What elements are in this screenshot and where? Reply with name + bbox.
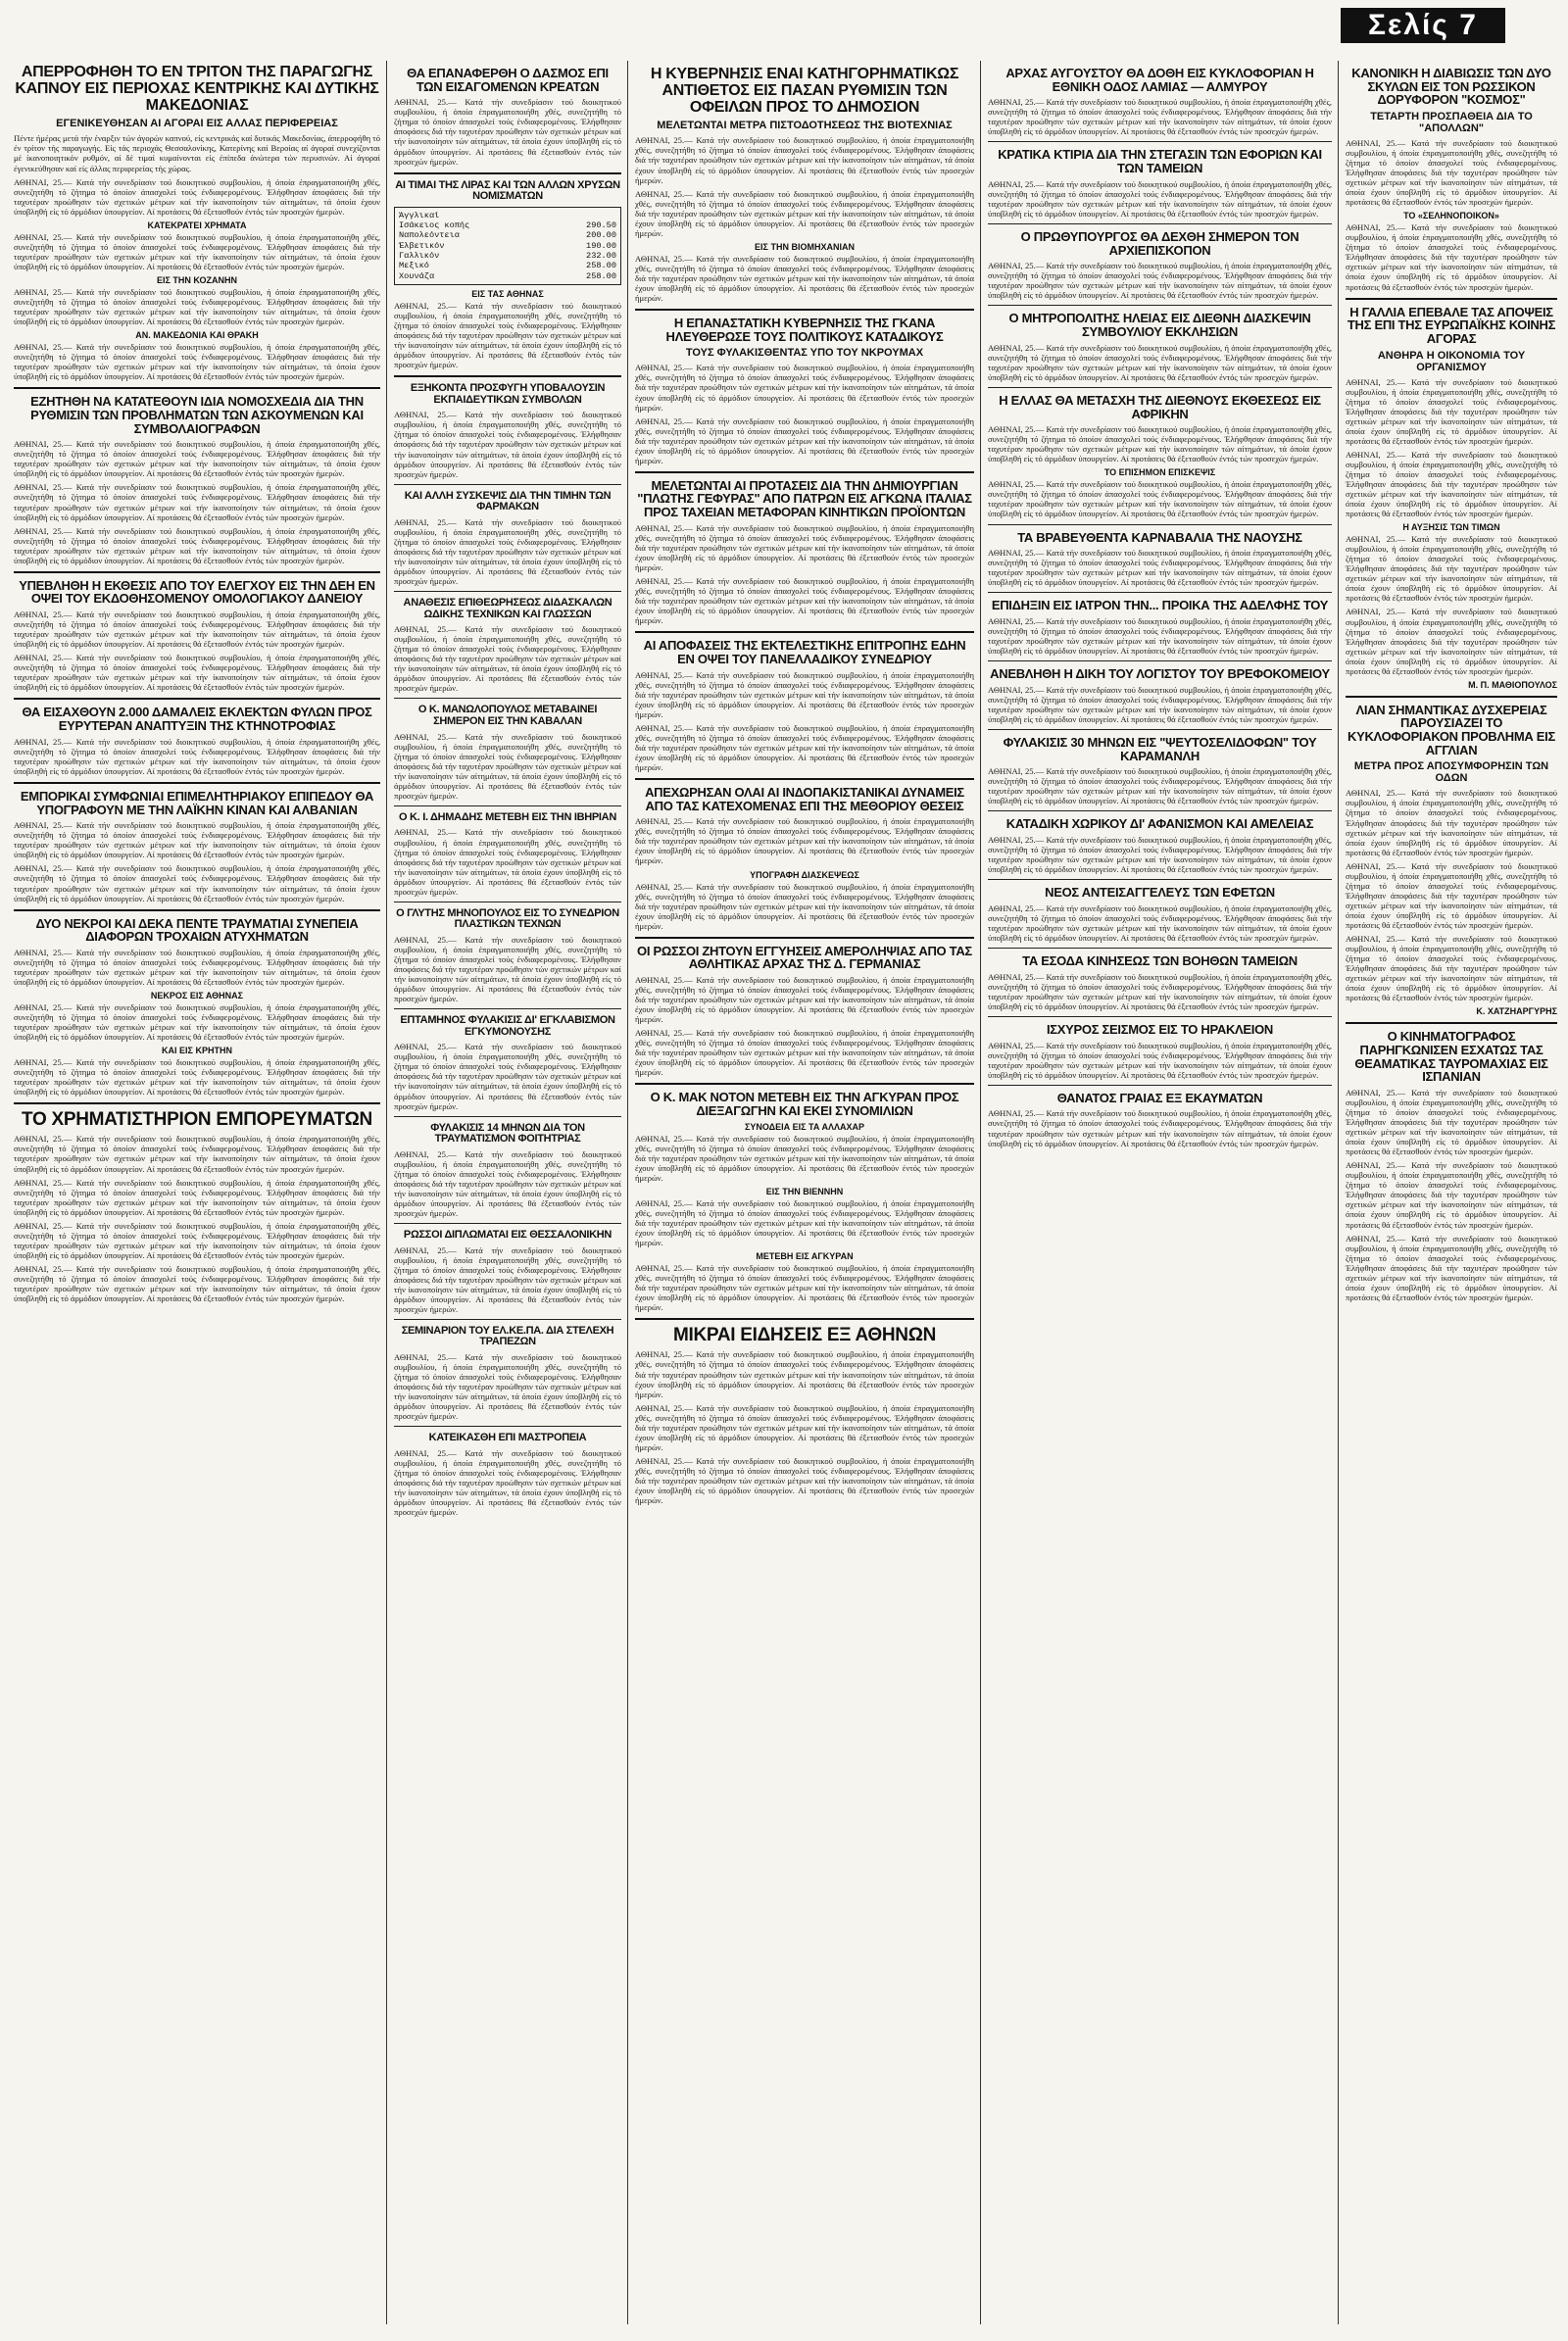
article-body: ΑΘΗΝΑΙ, 25.— Κατά τήν συνεδρίασιν τού διοικητικού συμβουλίου, ή όποία έπραγματοποιήθη χθές, συνεζητήθη τό ζήτημα τό όποίον άπασχολεί τούς ένδιαφερομένους. Έλήφθησαν άποφάσεις διά τήν ταχυτέραν προώθησιν τών σχετικών μέτρων καί τήν ίκανοποίησιν τών αίτημάτων, τά όποία έχουν ύποβληθή είς τό άρμόδιον ύπουργείον. Αί προτάσεις θά έξετασθούν έντός τών προσεχών ήμερών.	[1346, 1233, 1557, 1302]
article-body: ΑΘΗΝΑΙ, 25.— Κατά τήν συνεδρίασιν τού διοικητικού συμβουλίου, ή όποία έπραγματοποιήθη χθές, συνεζητήθη τό ζήτημα τό όποίον άπασχολεί τούς ένδιαφερομένους. Έλήφθησαν άποφάσεις διά τήν ταχυτέραν προώθησιν τών σχετικών μέτρων καί τήν ίκανοποίησιν τών αίτημάτων, τά όποία έχουν ύποβληθή είς τό άρμόδιον ύπουργείον. Αί προτάσεις θά έξετασθούν έντός τών προσεχών ήμερών.	[988, 766, 1332, 806]
masthead	[1341, 6, 1556, 45]
article-body: ΑΘΗΝΑΙ, 25.— Κατά τήν συνεδρίασιν τού διοικητικού συμβουλίου, ή όποία έπραγματοποιήθη χθές, συνεζητήθη τό ζήτημα τό όποίον άπασχολεί τούς ένδιαφερομένους. Έλήφθησαν άποφάσεις διά τήν ταχυτέραν προώθησιν τών σχετικών μέτρων καί τήν ίκανοποίησιν τών αίτημάτων, τά όποία έχουν ύποβληθή είς τό άρμόδιον ύπουργείον. Αί προτάσεις θά έξετασθούν έντός τών προσεχών ήμερών.	[14, 1263, 380, 1304]
divider	[394, 1223, 621, 1224]
headline: Ο ΠΡΩΘΥΠΟΥΡΓΟΣ ΘΑ ΔΕΧΘΗ ΣΗΜΕΡΟΝ ΤΟΝ ΑΡΧΙΕΠΙΣΚΟΠΟΝ	[1020, 228, 1299, 258]
article-body: ΑΘΗΝΑΙ, 25.— Κατά τήν συνεδρίασιν τού διοικητικού συμβουλίου, ή όποία έπραγματοποιήθη χθές, συνεζητήθη τό ζήτημα τό όποίον άπασχολεί τούς ένδιαφερομένους. Έλήφθησαν άποφάσεις διά τήν ταχυτέραν προώθησιν τών σχετικών μέτρων καί τήν ίκανοποίησιν τών αίτημάτων, τά όποία έχουν ύποβληθή είς τό άρμόδιον ύπουργείον. Αί προτάσεις θά έξετασθούν έντός τών προσεχών ήμερών.	[14, 947, 380, 988]
article-body: ΑΘΗΝΑΙ, 25.— Κατά τήν συνεδρίασιν τού διοικητικού συμβουλίου, ή όποία έπραγματοποιήθη χθές, συνεζητήθη τό ζήτημα τό όποίον άπασχολεί τούς ένδιαφερομένους. Έλήφθησαν άποφάσεις διά τήν ταχυτέραν προώθησιν τών σχετικών μέτρων καί τήν ίκανοποίησιν τών αίτημάτων, τά όποία έχουν ύποβληθή είς τό άρμόδιον ύπουργείον. Αί προτάσεις θά έξετασθούν έντός τών προσεχών ήμερών.	[1346, 1160, 1557, 1230]
section-subhead: ΜΕΤΕΒΗ ΕΙΣ ΑΓΚΥΡΑΝ	[756, 1251, 854, 1262]
divider	[1346, 696, 1557, 698]
article-body: ΑΘΗΝΑΙ, 25.— Κατά τήν συνεδρίασιν τού διοικητικού συμβουλίου, ή όποία έπραγματοποιήθη χθές, συνεζητήθη τό ζήτημα τό όποίον άπασχολεί τούς ένδιαφερομένους. Έλήφθησαν άποφάσεις διά τήν ταχυτέραν προώθησιν τών σχετικών μέτρων καί τήν ίκανοποίησιν τών αίτημάτων, τά όποία έχουν ύποβληθή είς τό άρμόδιον ύπουργείον. Αί προτάσεις θά έξετασθούν έντός τών προσεχών ήμερών.	[394, 1352, 621, 1422]
column-5	[1340, 61, 1563, 2324]
article-body: ΑΘΗΝΑΙ, 25.— Κατά τήν συνεδρίασιν τού διοικητικού συμβουλίου, ή όποία έπραγματοποιήθη χθές, συνεζητήθη τό ζήτημα τό όποίον άπασχολεί τούς ένδιαφερομένους. Έλήφθησαν άποφάσεις διά τήν ταχυτέραν προώθησιν τών σχετικών μέτρων καί τήν ίκανοποίησιν τών αίτημάτων, τά όποία έχουν ύποβληθή είς τό άρμόδιον ύπουργείον. Αί προτάσεις θά έξετασθούν έντός τών προσεχών ήμερών.	[988, 479, 1332, 519]
section-subhead: ΤΟ «ΣΕΛΗΝΟΠΟΙΚΟΝ»	[1403, 211, 1499, 221]
column-rule	[1338, 61, 1339, 2324]
byline: Μ. Π. ΜΑΘΙΟΠΟΥΛΟΣ	[1468, 679, 1557, 690]
headline: Η ΕΠΑΝΑΣΤΑΤΙΚΗ ΚΥΒΕΡΝΗΣΙΣ ΤΗΣ ΓΚΑΝΑ ΗΛΕΥΘΕΡΩΣΕ ΤΟΥΣ ΠΟΛΙΤΙΚΟΥΣ ΚΑΤΑΔΙΚΟΥΣ	[665, 316, 944, 344]
article-body: ΑΘΗΝΑΙ, 25.— Κατά τήν συνεδρίασιν τού διοικητικού συμβουλίου, ή όποία έπραγματοποιήθη χθές, συνεζητήθη τό ζήτημα τό όποίον άπασχολεί τούς ένδιαφερομένους. Έλήφθησαν άποφάσεις διά τήν ταχυτέραν προώθησιν τών σχετικών μέτρων καί τήν ίκανοποίησιν τών αίτημάτων, τά όποία έχουν ύποβληθή είς τό άρμόδιον ύπουργείον. Αί προτάσεις θά έξετασθούν έντός τών προσεχών ήμερών.	[635, 253, 974, 304]
divider	[14, 387, 380, 389]
headline: ΕΞΗΚΟΝΤΑ ΠΡΟΣΦΥΓΗ ΥΠΟΒΑΛΟΥΣΙΝ ΕΚΠΑΙΔΕΥΤΙΚΩΝ ΣΥΜΒΟΛΩΝ	[410, 382, 606, 406]
section-subhead: ΑΝ. ΜΑΚΕΔΟΝΙΑ ΚΑΙ ΘΡΑΚΗ	[135, 330, 259, 341]
article-body: ΑΘΗΝΑΙ, 25.— Κατά τήν συνεδρίασιν τού διοικητικού συμβουλίου, ή όποία έπραγματοποιήθη χθές, συνεζητήθη τό ζήτημα τό όποίον άπασχολεί τούς ένδιαφερομένους. Έλήφθησαν άποφάσεις διά τήν ταχυτέραν προώθησιν τών σχετικών μέτρων καί τήν ίκανοποίησιν τών αίτημάτων, τά όποία έχουν ύποβληθή είς τό άρμόδιον ύπουργείον. Αί προτάσεις θά έξετασθούν έντός τών προσεχών ήμερών.	[394, 731, 621, 801]
article-body: ΑΘΗΝΑΙ, 25.— Κατά τήν συνεδρίασιν τού διοικητικού συμβουλίου, ή όποία έπραγματοποιήθη χθές, συνεζητήθη τό ζήτημα τό όποίον άπασχολεί τούς ένδιαφερομένους. Έλήφθησαν άποφάσεις διά τήν ταχυτέραν προώθησιν τών σχετικών μέτρων καί τήν ίκανοποίησιν τών αίτημάτων, τά όποία έχουν ύποβληθή είς τό άρμόδιον ύπουργείον. Αί προτάσεις θά έξετασθούν έντός τών προσεχών ήμερών.	[1346, 449, 1557, 519]
divider	[14, 1102, 380, 1104]
headline: ΑΝΑΘΕΣΙΣ ΕΠΙΘΕΩΡΗΣΕΩΣ ΔΙΔΑΣΚΑΛΩΝ ΩΔΙΚΗΣ ΤΕΧΝΙΚΩΝ ΚΑΙ ΓΛΩΣΣΩΝ	[403, 597, 612, 620]
headline: ΑΠΕΧΩΡΗΣΑΝ ΟΛΑΙ ΑΙ ΙΝΔΟΠΑΚΙΣΤΑΝΙΚΑΙ ΔΥΝΑΜΕΙΣ ΑΠΟ ΤΑΣ ΚΑΤΕΧΟΜΕΝΑΣ ΕΠΙ ΤΗΣ ΜΕΘΟΡΙΟΥ ΘΕΣΕΙΣ	[645, 784, 964, 813]
headline: Ο ΜΗΤΡΟΠΟΛΙΤΗΣ ΗΛΕΙΑΣ ΕΙΣ ΔΙΕΘΝΗ ΔΙΑΣΚΕΨΙΝ ΣΥΜΒΟΥΛΙΟΥ ΕΚΚΛΗΣΙΩΝ	[1008, 311, 1311, 340]
subheadline: ΤΟΥΣ ΦΥΛΑΚΙΣΘΕΝΤΑΣ ΥΠΟ ΤΟΥ ΝΚΡΟΥΜΑΧ	[685, 347, 924, 360]
divider	[635, 1083, 974, 1085]
article-body: ΑΘΗΝΑΙ, 25.— Κατά τήν συνεδρίασιν τού διοικητικού συμβουλίου, ή όποία έπραγματοποιήθη χθές, συνεζητήθη τό ζήτημα τό όποίον άπασχολεί τούς ένδιαφερομένους. Έλήφθησαν άποφάσεις διά τήν ταχυτέραν προώθησιν τών σχετικών μέτρων καί τήν ίκανοποίησιν τών αίτημάτων, τά όποία έχουν ύποβληθή είς τό άρμόδιον ύπουργείον. Αί προτάσεις θά έξετασθούν έντός τών προσεχών ήμερών.	[14, 482, 380, 522]
divider	[988, 810, 1332, 811]
headline: ΤΑ ΕΣΟΔΑ ΚΙΝΗΣΕΩΣ ΤΩΝ ΒΟΗΘΩΝ ΤΑΜΕΙΩΝ	[1022, 953, 1298, 969]
divider	[988, 879, 1332, 880]
divider	[1346, 298, 1557, 300]
headline: ΟΙ ΡΩΣΣΟΙ ΖΗΤΟΥΝ ΕΓΓΥΗΣΕΙΣ ΑΜΕΡΟΛΗΨΙΑΣ ΑΠΟ ΤΑΣ ΑΘΛΗΤΙΚΑΣ ΑΡΧΑΣ ΤΗΣ Δ. ΓΕΡΜΑΝΙΑΣ	[637, 943, 972, 972]
article-body: ΑΘΗΝΑΙ, 25.— Κατά τήν συνεδρίασιν τού διοικητικού συμβουλίου, ή όποία έπραγματοποιήθη χθές, συνεζητήθη τό ζήτημα τό όποίον άπασχολεί τούς ένδιαφερομένους. Έλήφθησαν άποφάσεις διά τήν ταχυτέραν προώθησιν τών σχετικών μέτρων καί τήν ίκανοποίησιν τών αίτημάτων, τά όποία έχουν ύποβληθή είς τό άρμόδιον ύπουργείον. Αί προτάσεις θά έξετασθούν έντός τών προσεχών ήμερών.	[635, 816, 974, 866]
divider	[394, 1426, 621, 1427]
headline: ΘΑ ΕΙΣΑΧΘΟΥΝ 2.000 ΔΑΜΑΛΕΙΣ ΕΚΛΕΚΤΩΝ ΦΥΛΩΝ ΠΡΟΣ ΕΥΡΥΤΕΡΑΝ ΑΝΑΠΤΥΞΙΝ ΤΗΣ ΚΤΗΝΟΤΡΟΦΙΑΣ	[22, 705, 372, 734]
article-body: ΑΘΗΝΑΙ, 25.— Κατά τήν συνεδρίασιν τού διοικητικού συμβουλίου, ή όποία έπραγματοποιήθη χθές, συνεζητήθη τό ζήτημα τό όποίον άπασχολεί τούς ένδιαφερομένους. Έλήφθησαν άποφάσεις διά τήν ταχυτέραν προώθησιν τών σχετικών μέτρων καί τήν ίκανοποίησιν τών αίτημάτων, τά όποία έχουν ύποβληθή είς τό άρμόδιον ύπουργείον. Αί προτάσεις θά έξετασθούν έντός τών προσεχών ήμερών.	[635, 722, 974, 772]
article-body: ΑΘΗΝΑΙ, 25.— Κατά τήν συνεδρίασιν τού διοικητικού συμβουλίου, ή όποία έπραγματοποιήθη χθές, συνεζητήθη τό ζήτημα τό όποίον άπασχολεί τούς ένδιαφερομένους. Έλήφθησαν άποφάσεις διά τήν ταχυτέραν προώθησιν τών σχετικών μέτρων καί τήν ίκανοποίησιν τών αίτημάτων, τά όποία έχουν ύποβληθή είς τό άρμόδιον ύπουργείον. Αί προτάσεις θά έξετασθούν έντός τών προσεχών ήμερών.	[988, 261, 1332, 301]
divider	[394, 698, 621, 699]
article-body: ΑΘΗΝΑΙ, 25.— Κατά τήν συνεδρίασιν τού διοικητικού συμβουλίου, ή όποία έπραγματοποιήθη χθές, συνεζητήθη τό ζήτημα τό όποίον άπασχολεί τούς ένδιαφερομένους. Έλήφθησαν άποφάσεις διά τήν ταχυτέραν προώθησιν τών σχετικών μέτρων καί τήν ίκανοποίησιν τών αίτημάτων, τά όποία έχουν ύποβληθή είς τό άρμόδιον ύπουργείον. Αί προτάσεις θά έξετασθούν έντός τών προσεχών ήμερών.	[988, 424, 1332, 464]
divider	[394, 1008, 621, 1009]
article-body: ΑΘΗΝΑΙ, 25.— Κατά τήν συνεδρίασιν τού διοικητικού συμβουλίου, ή όποία έπραγματοποιήθη χθές, συνεζητήθη τό ζήτημα τό όποίον άπασχολεί τούς ένδιαφερομένους. Έλήφθησαν άποφάσεις διά τήν ταχυτέραν προώθησιν τών σχετικών μέτρων καί τήν ίκανοποίησιν τών αίτημάτων, τά όποία έχουν ύποβληθή είς τό άρμόδιον ύπουργείον. Αί προτάσεις θά έξετασθούν έντός τών προσεχών ήμερών.	[988, 342, 1332, 382]
article-body: ΑΘΗΝΑΙ, 25.— Κατά τήν συνεδρίασιν τού διοικητικού συμβουλίου, ή όποία έπραγματοποιήθη χθές, συνεζητήθη τό ζήτημα τό όποίον άπασχολεί τούς ένδιαφερομένους. Έλήφθησαν άποφάσεις διά τήν ταχυτέραν προώθησιν τών σχετικών μέτρων καί τήν ίκανοποίησιν τών αίτημάτων, τά όποία έχουν ύποβληθή είς τό άρμόδιον ύπουργείον. Αί προτάσεις θά έξετασθούν έντός τών προσεχών ήμερών.	[988, 902, 1332, 944]
headline: Η ΚΥΒΕΡΝΗΣΙΣ ΕΝΑΙ ΚΑΤΗΓΟΡΗΜΑΤΙΚΩΣ ΑΝΤΙΘΕΤΟΣ ΕΙΣ ΠΑΣΑΝ ΡΥΘΜΙΣΙΝ ΤΩΝ ΟΦΕΙΛΩΝ ΠΡΟΣ ΤΟ ΔΗΜΟΣΙΟΝ	[650, 66, 959, 116]
article-body: ΑΘΗΝΑΙ, 25.— Κατά τήν συνεδρίασιν τού διοικητικού συμβουλίου, ή όποία έπραγματοποιήθη χθές, συνεζητήθη τό ζήτημα τό όποίον άπασχολεί τούς ένδιαφερομένους. Έλήφθησαν άποφάσεις διά τήν ταχυτέραν προώθησιν τών σχετικών μέτρων καί τήν ίκανοποίησιν τών αίτημάτων, τά όποία έχουν ύποβληθή είς τό άρμόδιον ύπουργείον. Αί προτάσεις θά έξετασθούν έντός τών προσεχών ήμερών.	[394, 934, 621, 1004]
article-body: ΑΘΗΝΑΙ, 25.— Κατά τήν συνεδρίασιν τού διοικητικού συμβουλίου, ή όποία έπραγματοποιήθη χθές, συνεζητήθη τό ζήτημα τό όποίον άπασχολεί τούς ένδιαφερομένους. Έλήφθησαν άποφάσεις διά τήν ταχυτέραν προώθησιν τών σχετικών μέτρων καί τήν ίκανοποίησιν τών αίτημάτων, τά όποία έχουν ύποβληθή είς τό άρμόδιον ύπουργείον. Αί προτάσεις θά έξετασθούν έντός τών προσεχών ήμερών.	[635, 135, 974, 185]
article-body: ΑΘΗΝΑΙ, 25.— Κατά τήν συνεδρίασιν τού διοικητικού συμβουλίου, ή όποία έπραγματοποιήθη χθές, συνεζητήθη τό ζήτημα τό όποίον άπασχολεί τούς ένδιαφερομένους. Έλήφθησαν άποφάσεις διά τήν ταχυτέραν προώθησιν τών σχετικών μέτρων καί τήν ίκανοποίησιν τών αίτημάτων, τά όποία έχουν ύποβληθή είς τό άρμόδιον ύπουργείον. Αί προτάσεις θά έξετασθούν έντός τών προσεχών ήμερών.	[988, 178, 1332, 219]
article-body: ΑΘΗΝΑΙ, 25.— Κατά τήν συνεδρίασιν τού διοικητικού συμβουλίου, ή όποία έπραγματοποιήθη χθές, συνεζητήθη τό ζήτημα τό όποίον άπασχολεί τούς ένδιαφερομένους. Έλήφθησαν άποφάσεις διά τήν ταχυτέραν προώθησιν τών σχετικών μέτρων καί τήν ίκανοποίησιν τών αίτημάτων, τά όποία έχουν ύποβληθή είς τό άρμόδιον ύπουργείον. Αί προτάσεις θά έξετασθούν έντός τών προσεχών ήμερών.	[1346, 534, 1557, 604]
column-4	[982, 61, 1338, 2324]
article-body: ΑΘΗΝΑΙ, 25.— Κατά τήν συνεδρίασιν τού διοικητικού συμβουλίου, ή όποία έπραγματοποιήθη χθές, συνεζητήθη τό ζήτημα τό όποίον άπασχολεί τούς ένδιαφερομένους. Έλήφθησαν άποφάσεις διά τήν ταχυτέραν προώθησιν τών σχετικών μέτρων καί τήν ίκανοποίησιν τών αίτημάτων, τά όποία έχουν ύποβληθή είς τό άρμόδιον ύπουργείον. Αί προτάσεις θά έξετασθούν έντός τών προσεχών ήμερών.	[635, 1028, 974, 1078]
article-body: ΑΘΗΝΑΙ, 25.— Κατά τήν συνεδρίασιν τού διοικητικού συμβουλίου, ή όποία έπραγματοποιήθη χθές, συνεζητήθη τό ζήτημα τό όποίον άπασχολεί τούς ένδιαφερομένους. Έλήφθησαν άποφάσεις διά τήν ταχυτέραν προώθησιν τών σχετικών μέτρων καί τήν ίκανοποίησιν τών αίτημάτων, τά όποία έχουν ύποβληθή είς τό άρμόδιον ύπουργείον. Αί προτάσεις θά έξετασθούν έντός τών προσεχών ήμερών.	[988, 97, 1332, 137]
article-body: ΑΘΗΝΑΙ, 25.— Κατά τήν συνεδρίασιν τού διοικητικού συμβουλίου, ή όποία έπραγματοποιήθη χθές, συνεζητήθη τό ζήτημα τό όποίον άπασχολεί τούς ένδιαφερομένους. Έλήφθησαν άποφάσεις διά τήν ταχυτέραν προώθησιν τών σχετικών μέτρων καί τήν ίκανοποίησιν τών αίτημάτων, τά όποία έχουν ύποβληθή είς τό άρμόδιον ύπουργείον. Αί προτάσεις θά έξετασθούν έντός τών προσεχών ήμερών.	[14, 439, 380, 479]
article-body: ΑΘΗΝΑΙ, 25.— Κατά τήν συνεδρίασιν τού διοικητικού συμβουλίου, ή όποία έπραγματοποιήθη χθές, συνεζητήθη τό ζήτημα τό όποίον άπασχολεί τούς ένδιαφερομένους. Έλήφθησαν άποφάσεις διά τήν ταχυτέραν προώθησιν τών σχετικών μέτρων καί τήν ίκανοποίησιν τών αίτημάτων, τά όποία έχουν ύποβληθή είς τό άρμόδιον ύπουργείον. Αί προτάσεις θά έξετασθούν έντός τών προσεχών ήμερών.	[14, 525, 380, 565]
divider	[394, 1319, 621, 1320]
divider	[394, 805, 621, 806]
headline: ΚΡΑΤΙΚΑ ΚΤΙΡΙΑ ΔΙΑ ΤΗΝ ΣΤΕΓΑΣΙΝ ΤΩΝ ΕΦΟΡΙΩΝ ΚΑΙ ΤΩΝ ΤΑΜΕΙΩΝ	[998, 147, 1322, 176]
divider	[988, 1016, 1332, 1017]
article-body: ΑΘΗΝΑΙ, 25.— Κατά τήν συνεδρίασιν τού διοικητικού συμβουλίου, ή όποία έπραγματοποιήθη χθές, συνεζητήθη τό ζήτημα τό όποίον άπασχολεί τούς ένδιαφερομένους. Έλήφθησαν άποφάσεις διά τήν ταχυτέραν προώθησιν τών σχετικών μέτρων καί τήν ίκανοποίησιν τών αίτημάτων, τά όποία έχουν ύποβληθή είς τό άρμόδιον ύπουργείον. Αί προτάσεις θά έξετασθούν έντός τών προσεχών ήμερών.	[14, 1002, 380, 1043]
article-body: ΑΘΗΝΑΙ, 25.— Κατά τήν συνεδρίασιν τού διοικητικού συμβουλίου, ή όποία έπραγματοποιήθη χθές, συνεζητήθη τό ζήτημα τό όποίον άπασχολεί τούς ένδιαφερομένους. Έλήφθησαν άποφάσεις διά τήν ταχυτέραν προώθησιν τών σχετικών μέτρων καί τήν ίκανοποίησιν τών αίτημάτων, τά όποία έχουν ύποβληθή είς τό άρμόδιον ύπουργείον. Αί προτάσεις θά έξετασθούν έντός τών προσεχών ήμερών.	[988, 616, 1332, 657]
article-body: ΑΘΗΝΑΙ, 25.— Κατά τήν συνεδρίασιν τού διοικητικού συμβουλίου, ή όποία έπραγματοποιήθη χθές, συνεζητήθη τό ζήτημα τό όποίον άπασχολεί τούς ένδιαφερομένους. Έλήφθησαν άποφάσεις διά τήν ταχυτέραν προώθησιν τών σχετικών μέτρων καί τήν ίκανοποίησιν τών αίτημάτων, τά όποία έχουν ύποβληθή είς τό άρμόδιον ύπουργείον. Αί προτάσεις θά έξετασθούν έντός τών προσεχών ήμερών.	[14, 610, 380, 650]
divider	[1346, 1022, 1557, 1024]
divider	[14, 782, 380, 784]
article-body: ΑΘΗΝΑΙ, 25.— Κατά τήν συνεδρίασιν τού διοικητικού συμβουλίου, ή όποία έπραγματοποιήθη χθές, συνεζητήθη τό ζήτημα τό όποίον άπασχολεί τούς ένδιαφερομένους. Έλήφθησαν άποφάσεις διά τήν ταχυτέραν προώθησιν τών σχετικών μέτρων καί τήν ίκανοποίησιν τών αίτημάτων, τά όποία έχουν ύποβληθή είς τό άρμόδιον ύπουργείον. Αί προτάσεις θά έξετασθούν έντός τών προσεχών ήμερών.	[1346, 607, 1557, 676]
divider	[635, 309, 974, 311]
divider	[14, 571, 380, 573]
headline: ΤΟ ΧΡΗΜΑΤΙΣΤΗΡΙΟΝ ΕΜΠΟΡΕΥΜΑΤΩΝ	[22, 1109, 372, 1131]
headline: ΜΕΛΕΤΩΝΤΑΙ ΑΙ ΠΡΟΤΑΣΕΙΣ ΔΙΑ ΤΗΝ ΔΗΜΙΟΥΡΓΙΑΝ "ΠΛΩΤΗΣ ΓΕΦΥΡΑΣ" ΑΠΟ ΠΑΤΡΩΝ ΕΙΣ ΑΓΚΩΝΑ ΙΤΑΛΙΑΣ ΠΡΟΣ ΤΑΧΕΙΑΝ ΜΕΤΑΦΟΡΑΝ ΚΙΝΗΤΙΚΩΝ ΠΡΟΪΟΝΤΩΝ	[637, 477, 972, 520]
rate-row: Γαλλικόν 232.00	[399, 250, 616, 261]
section-subhead: ΕΙΣ ΤΗΝ ΒΙΕΝΝΗΝ	[765, 1187, 844, 1196]
divider	[635, 1318, 974, 1320]
article-body: ΑΘΗΝΑΙ, 25.— Κατά τήν συνεδρίασιν τού διοικητικού συμβουλίου, ή όποία έπραγματοποιήθη χθές, συνεζητήθη τό ζήτημα τό όποίον άπασχολεί τούς ένδιαφερομένους. Έλήφθησαν άποφάσεις διά τήν ταχυτέραν προώθησιν τών σχετικών μέτρων καί τήν ίκανοποίησιν τών αίτημάτων, τά όποία έχουν ύποβληθή είς τό άρμόδιον ύπουργείον. Αί προτάσεις θά έξετασθούν έντός τών προσεχών ήμερών.	[988, 548, 1332, 588]
headline: ΑΙ ΑΠΟΦΑΣΕΙΣ ΤΗΣ ΕΚΤΕΛΕΣΤΙΚΗΣ ΕΠΙΤΡΟΠΗΣ ΕΔΗΝ ΕΝ ΟΨΕΙ ΤΟΥ ΠΑΝΕΛΛΑΔΙΚΟΥ ΣΥΝΕΔΡΙΟΥ	[643, 638, 966, 666]
subheadline: ΑΝΘΗΡΑ Η ΟΙΚΟΝΟΜΙΑ ΤΟΥ ΟΡΓΑΝΙΣΜΟΥ	[1377, 349, 1526, 373]
headline: ΘΑΝΑΤΟΣ ΓΡΑΙΑΣ ΕΞ ΕΚΑΥΜΑΤΩΝ	[1056, 1090, 1263, 1105]
article-body: ΑΘΗΝΑΙ, 25.— Κατά τήν συνεδρίασιν τού διοικητικού συμβουλίου, ή όποία έπραγματοποιήθη χθές, συνεζητήθη τό ζήτημα τό όποίον άπασχολεί τούς ένδιαφερομένους. Έλήφθησαν άποφάσεις διά τήν ταχυτέραν προώθησιν τών σχετικών μέτρων καί τήν ίκανοποίησιν τών αίτημάτων, τά όποία έχουν ύποβληθή είς τό άρμόδιον ύπουργείον. Αί προτάσεις θά έξετασθούν έντός τών προσεχών ήμερών.	[14, 1220, 380, 1260]
article-body: ΑΘΗΝΑΙ, 25.— Κατά τήν συνεδρίασιν τού διοικητικού συμβουλίου, ή όποία έπραγματοποιήθη χθές, συνεζητήθη τό ζήτημα τό όποίον άπασχολεί τούς ένδιαφερομένους. Έλήφθησαν άποφάσεις διά τήν ταχυτέραν προώθησιν τών σχετικών μέτρων καί τήν ίκανοποίησιν τών αίτημάτων, τά όποία έχουν ύποβληθή είς τό άρμόδιον ύπουργείον. Αί προτάσεις θά έξετασθούν έντός τών προσεχών ήμερών.	[394, 300, 621, 370]
rate-row: Χουνάζα 258.00	[399, 270, 616, 281]
divider	[394, 1116, 621, 1117]
rate-row: Άγγλικαί	[399, 210, 440, 220]
section-subhead: ΕΙΣ ΤΗΝ ΒΙΟΜΗΧΑΝΙΑΝ	[755, 241, 855, 252]
subheadline: ΜΕΛΕΤΩΝΤΑΙ ΜΕΤΡΑ ΠΙΣΤΟΔΟΤΗΣΕΩΣ ΤΗΣ ΒΙΟΤΕΧΝΙΑΣ	[657, 120, 953, 132]
section-subhead: ΚΑΙ ΕΙΣ ΚΡΗΤΗΝ	[162, 1046, 232, 1056]
headline: ΑΝΕΒΛΗΘΗ Η ΔΙΚΗ ΤΟΥ ΛΟΓΙΣΤΟΥ ΤΟΥ ΒΡΕΦΟΚΟΜΕΙΟΥ	[990, 666, 1330, 682]
divider	[635, 631, 974, 633]
headline: ΕΖΗΤΗΘΗ ΝΑ ΚΑΤΑΤΕΘΟΥΝ ΙΔΙΑ ΝΟΜΟΣΧΕΔΙΑ ΔΙΑ ΤΗΝ ΡΥΘΜΙΣΙΝ ΤΩΝ ΠΡΟΒΛΗΜΑΤΩΝ ΤΩΝ ΑΣΚΟΥΜΕΝΩΝ ΚΑΙ ΣΥΜΒΟΛΑΙΟΓΡΑΦΩΝ	[30, 394, 364, 436]
section-subhead: ΣΥΝΟΔΕΙΑ ΕΙΣ ΤΑ ΑΛΛΑΧΑΡ	[744, 1121, 865, 1132]
headline: Ο Κ. Ι. ΔΗΜΑΔΗΣ ΜΕΤΕΒΗ ΕΙΣ ΤΗΝ ΙΒΗΡΙΑΝ	[399, 810, 616, 823]
article-body: ΑΘΗΝΑΙ, 25.— Κατά τήν συνεδρίασιν τού διοικητικού συμβουλίου, ή όποία έπραγματοποιήθη χθές, συνεζητήθη τό ζήτημα τό όποίον άπασχολεί τούς ένδιαφερομένους. Έλήφθησαν άποφάσεις διά τήν ταχυτέραν προώθησιν τών σχετικών μέτρων καί τήν ίκανοποίησιν τών αίτημάτων, τά όποία έχουν ύποβληθή είς τό άρμόδιον ύπουργείον. Αί προτάσεις θά έξετασθούν έντός τών προσεχών ήμερών.	[14, 863, 380, 903]
article-body: ΑΘΗΝΑΙ, 25.— Κατά τήν συνεδρίασιν τού διοικητικού συμβουλίου, ή όποία έπραγματοποιήθη χθές, συνεζητήθη τό ζήτημα τό όποίον άπασχολεί τούς ένδιαφερομένους. Έλήφθησαν άποφάσεις διά τήν ταχυτέραν προώθησιν τών σχετικών μέτρων καί τήν ίκανοποίησιν τών αίτημάτων, τά όποία έχουν ύποβληθή είς τό άρμόδιον ύπουργείον. Αί προτάσεις θά έξετασθούν έντός τών προσεχών ήμερών.	[394, 410, 621, 479]
article-body: ΑΘΗΝΑΙ, 25.— Κατά τήν συνεδρίασιν τού διοικητικού συμβουλίου, ή όποία έπραγματοποιήθη χθές, συνεζητήθη τό ζήτημα τό όποίον άπασχολεί τούς ένδιαφερομένους. Έλήφθησαν άποφάσεις διά τήν ταχυτέραν προώθησιν τών σχετικών μέτρων καί τήν ίκανοποίησιν τών αίτημάτων, τά όποία έχουν ύποβληθή είς τό άρμόδιον ύπουργείον. Αί προτάσεις θά έξετασθούν έντός τών προσεχών ήμερών.	[394, 1447, 621, 1518]
headline: ΕΜΠΟΡΙΚΑΙ ΣΥΜΦΩΝΙΑΙ ΕΠΙΜΕΛΗΤΗΡΙΑΚΟΥ ΕΠΙΠΕΔΟΥ ΘΑ ΥΠΟΓΡΑΦΟΥΝ ΜΕ ΤΗΝ ΛΑΪΚΗΝ ΚΙΝΑΝ ΚΑΙ ΑΛΒΑΝΙΑΝ	[20, 788, 374, 817]
byline: Κ. ΧΑΤΖΗΑΡΓΥΡΗΣ	[1476, 1006, 1557, 1017]
article-body: ΑΘΗΝΑΙ, 25.— Κατά τήν συνεδρίασιν τού διοικητικού συμβουλίου, ή όποία έπραγματοποιήθη χθές, συνεζητήθη τό ζήτημα τό όποίον άπασχολεί τούς ένδιαφερομένους. Έλήφθησαν άποφάσεις διά τήν ταχυτέραν προώθησιν τών σχετικών μέτρων καί τήν ίκανοποίησιν τών αίτημάτων, τά όποία έχουν ύποβληθή είς τό άρμόδιον ύπουργείον. Αί προτάσεις θά έξετασθούν έντός τών προσεχών ήμερών.	[14, 1177, 380, 1217]
article-body: ΑΘΗΝΑΙ, 25.— Κατά τήν συνεδρίασιν τού διοικητικού συμβουλίου, ή όποία έπραγματοποιήθη χθές, συνεζητήθη τό ζήτημα τό όποίον άπασχολεί τούς ένδιαφερομένους. Έλήφθησαν άποφάσεις διά τήν ταχυτέραν προώθησιν τών σχετικών μέτρων καί τήν ίκανοποίησιν τών αίτημάτων, τά όποία έχουν ύποβληθή είς τό άρμόδιον ύπουργείον. Αί προτάσεις θά έξετασθούν έντός τών προσεχών ήμερών.	[635, 881, 974, 931]
article-body: ΑΘΗΝΑΙ, 25.— Κατά τήν συνεδρίασιν τού διοικητικού συμβουλίου, ή όποία έπραγματοποιήθη χθές, συνεζητήθη τό ζήτημα τό όποίον άπασχολεί τούς ένδιαφερομένους. Έλήφθησαν άποφάσεις διά τήν ταχυτέραν προώθησιν τών σχετικών μέτρων καί τήν ίκανοποίησιν τών αίτημάτων, τά όποία έχουν ύποβληθή είς τό άρμόδιον ύπουργείον. Αί προτάσεις θά έξετασθούν έντός τών προσεχών ήμερών.	[635, 415, 974, 465]
article-body: ΑΘΗΝΑΙ, 25.— Κατά τήν συνεδρίασιν τού διοικητικού συμβουλίου, ή όποία έπραγματοποιήθη χθές, συνεζητήθη τό ζήτημα τό όποίον άπασχολεί τούς ένδιαφερομένους. Έλήφθησαν άποφάσεις διά τήν ταχυτέραν προώθησιν τών σχετικών μέτρων καί τήν ίκανοποίησιν τών αίτημάτων, τά όποία έχουν ύποβληθή είς τό άρμόδιον ύπουργείον. Αί προτάσεις θά έξετασθούν έντός τών προσεχών ήμερών.	[14, 231, 380, 271]
divider	[14, 698, 380, 700]
article-body: ΑΘΗΝΑΙ, 25.— Κατά τήν συνεδρίασιν τού διοικητικού συμβουλίου, ή όποία έπραγματοποιήθη χθές, συνεζητήθη τό ζήτημα τό όποίον άπασχολεί τούς ένδιαφερομένους. Έλήφθησαν άποφάσεις διά τήν ταχυτέραν προώθησιν τών σχετικών μέτρων καί τήν ίκανοποίησιν τών αίτημάτων, τά όποία έχουν ύποβληθή είς τό άρμόδιον ύπουργείον. Αί προτάσεις θά έξετασθούν έντός τών προσεχών ήμερών.	[394, 1042, 621, 1111]
headline: ΦΥΛΑΚΙΣΙΣ 30 ΜΗΝΩΝ ΕΙΣ "ΨΕΥΤΟΣΕΛΙΔΟΦΩΝ" ΤΟΥ ΚΑΡΑΜΑΝΛΗ	[1003, 735, 1317, 763]
divider	[988, 592, 1332, 593]
headline: ΕΠΤΑΜΗΝΟΣ ΦΥΛΑΚΙΣΙΣ ΔΙ' ΕΓΚΛΑΒΙΣΜΟΝ ΕΓΚΥΜΟΝΟΥΣΗΣ	[400, 1014, 615, 1038]
article-body: ΑΘΗΝΑΙ, 25.— Κατά τήν συνεδρίασιν τού διοικητικού συμβουλίου, ή όποία έπραγματοποιήθη χθές, συνεζητήθη τό ζήτημα τό όποίον άπασχολεί τούς ένδιαφερομένους. Έλήφθησαν άποφάσεις διά τήν ταχυτέραν προώθησιν τών σχετικών μέτρων καί τήν ίκανοποίησιν τών αίτημάτων, τά όποία έχουν ύποβληθή είς τό άρμόδιον ύπουργείον. Αί προτάσεις θά έξετασθούν έντός τών προσεχών ήμερών.	[1346, 788, 1557, 857]
divider	[988, 1085, 1332, 1086]
headline: ΚΑΙ ΑΛΛΗ ΣΥΣΚΕΨΙΣ ΔΙΑ ΤΗΝ ΤΙΜΗΝ ΤΩΝ ΦΑΡΜΑΚΩΝ	[404, 489, 612, 513]
headline: Η ΕΛΛΑΣ ΘΑ ΜΕΤΑΣΧΗ ΤΗΣ ΔΙΕΘΝΟΥΣ ΕΚΘΕΣΕΩΣ ΕΙΣ ΑΦΡΙΚΗΝ	[999, 392, 1321, 421]
divider	[988, 729, 1332, 730]
headline: ΚΑΤΕΙΚΑΣΘΗ ΕΠΙ ΜΑΣΤΡΟΠΕΙΑ	[428, 1432, 587, 1444]
headline: ΘΑ ΕΠΑΝΑΦΕΡΘΗ Ο ΔΑΣΜΟΣ ΕΠΙ ΤΩΝ ΕΙΣΑΓΟΜΕΝΩΝ ΚΡΕΑΤΩΝ	[407, 66, 609, 94]
article-body: ΑΘΗΝΑΙ, 25.— Κατά τήν συνεδρίασιν τού διοικητικού συμβουλίου, ή όποία έπραγματοποιήθη χθές, συνεζητήθη τό ζήτημα τό όποίον άπασχολεί τούς ένδιαφερομένους. Έλήφθησαν άποφάσεις διά τήν ταχυτέραν προώθησιν τών σχετικών μέτρων καί τήν ίκανοποίησιν τών αίτημάτων, τά όποία έχουν ύποβληθή είς τό άρμόδιον ύπουργείον. Αί προτάσεις θά έξετασθούν έντός τών προσεχών ήμερών.	[394, 827, 621, 897]
article-body: ΑΘΗΝΑΙ, 25.— Κατά τήν συνεδρίασιν τού διοικητικού συμβουλίου, ή όποία έπραγματοποιήθη χθές, συνεζητήθη τό ζήτημα τό όποίον άπασχολεί τούς ένδιαφερομένους. Έλήφθησαν άποφάσεις διά τήν ταχυτέραν προώθησιν τών σχετικών μέτρων καί τήν ίκανοποίησιν τών αίτημάτων, τά όποία έχουν ύποβληθή είς τό άρμόδιον ύπουργείον. Αί προτάσεις θά έξετασθούν έντός τών προσεχών ήμερών.	[988, 835, 1332, 875]
headline: ΡΩΣΣΟΙ ΔΙΠΛΩΜΑΤΑΙ ΕΙΣ ΘΕΣΣΑΛΟΝΙΚΗΝ	[403, 1229, 612, 1242]
headline: ΦΥΛΑΚΙΣΙΣ 14 ΜΗΝΩΝ ΔΙΑ ΤΟΝ ΤΡΑΥΜΑΤΙΣΜΟΝ ΦΟΙΤΗΤΡΙΑΣ	[430, 1121, 585, 1146]
section-subhead: ΕΙΣ ΤΑΣ ΑΘΗΝΑΣ	[471, 288, 544, 299]
section-subhead: Η ΑΥΞΗΣΙΣ ΤΩΝ ΤΙΜΩΝ	[1402, 522, 1500, 533]
article-body: ΑΘΗΝΑΙ, 25.— Κατά τήν συνεδρίασιν τού διοικητικού συμβουλίου, ή όποία έπραγματοποιήθη χθές, συνεζητήθη τό ζήτημα τό όποίον άπασχολεί τούς ένδιαφερομένους. Έλήφθησαν άποφάσεις διά τήν ταχυτέραν προώθησιν τών σχετικών μέτρων καί τήν ίκανοποίησιν τών αίτημάτων, τά όποία έχουν ύποβληθή είς τό άρμόδιον ύπουργείον. Αί προτάσεις θά έξετασθούν έντός τών προσεχών ήμερών.	[14, 176, 380, 217]
column-3	[629, 61, 980, 2324]
article-body: ΑΘΗΝΑΙ, 25.— Κατά τήν συνεδρίασιν τού διοικητικού συμβουλίου, ή όποία έπραγματοποιήθη χθές, συνεζητήθη τό ζήτημα τό όποίον άπασχολεί τούς ένδιαφερομένους. Έλήφθησαν άποφάσεις διά τήν ταχυτέραν προώθησιν τών σχετικών μέτρων καί τήν ίκανοποίησιν τών αίτημάτων, τά όποία έχουν ύποβληθή είς τό άρμόδιον ύπουργείον. Αί προτάσεις θά έξετασθούν έντός τών προσεχών ήμερών.	[988, 971, 1332, 1011]
article-body: ΑΘΗΝΑΙ, 25.— Κατά τήν συνεδρίασιν τού διοικητικού συμβουλίου, ή όποία έπραγματοποιήθη χθές, συνεζητήθη τό ζήτημα τό όποίον άπασχολεί τούς ένδιαφερομένους. Έλήφθησαν άποφάσεις διά τήν ταχυτέραν προώθησιν τών σχετικών μέτρων καί τήν ίκανοποίησιν τών αίτημάτων, τά όποία έχουν ύποβληθή είς τό άρμόδιον ύπουργείον. Αί προτάσεις θά έξετασθούν έντός τών προσεχών ήμερών.	[1346, 860, 1557, 930]
article-body: ΑΘΗΝΑΙ, 25.— Κατά τήν συνεδρίασιν τού διοικητικού συμβουλίου, ή όποία έπραγματοποιήθη χθές, συνεζητήθη τό ζήτημα τό όποίον άπασχολεί τούς ένδιαφερομένους. Έλήφθησαν άποφάσεις διά τήν ταχυτέραν προώθησιν τών σχετικών μέτρων καί τήν ίκανοποίησιν τών αίτημάτων, τά όποία έχουν ύποβληθή είς τό άρμόδιον ύπουργείον. Αί προτάσεις θά έξετασθούν έντός τών προσεχών ήμερών.	[635, 1133, 974, 1183]
article-body: ΑΘΗΝΑΙ, 25.— Κατά τήν συνεδρίασιν τού διοικητικού συμβουλίου, ή όποία έπραγματοποιήθη χθές, συνεζητήθη τό ζήτημα τό όποίον άπασχολεί τούς ένδιαφερομένους. Έλήφθησαν άποφάσεις διά τήν ταχυτέραν προώθησιν τών σχετικών μέτρων καί τήν ίκανοποίησιν τών αίτημάτων, τά όποία έχουν ύποβληθή είς τό άρμόδιον ύπουργείον. Αί προτάσεις θά έξετασθούν έντός τών προσεχών ήμερών.	[635, 1455, 974, 1506]
divider	[394, 484, 621, 485]
article-body: ΑΘΗΝΑΙ, 25.— Κατά τήν συνεδρίασιν τού διοικητικού συμβουλίου, ή όποία έπραγματοποιήθη χθές, συνεζητήθη τό ζήτημα τό όποίον άπασχολεί τούς ένδιαφερομένους. Έλήφθησαν άποφάσεις διά τήν ταχυτέραν προώθησιν τών σχετικών μέτρων καί τήν ίκανοποίησιν τών αίτημάτων, τά όποία έχουν ύποβληθή είς τό άρμόδιον ύπουργείον. Αί προτάσεις θά έξετασθούν έντός τών προσεχών ήμερών.	[14, 736, 380, 776]
divider	[394, 172, 621, 174]
section-subhead: ΚΑΤΕΚΡΑΤΕΙ ΧΡΗΜΑΤΑ	[147, 219, 247, 230]
headline: ΑΙ ΤΙΜΑΙ ΤΗΣ ΛΙΡΑΣ ΚΑΙ ΤΩΝ ΑΛΛΩΝ ΧΡΥΣΩΝ ΝΟΜΙΣΜΑΤΩΝ	[395, 178, 620, 203]
divider	[988, 387, 1332, 388]
page-number-logo: Σελίς 7	[1341, 8, 1505, 43]
divider	[635, 471, 974, 473]
section-subhead: ΥΠΟΓΡΑΦΗ ΔΙΑΣΚΕΨΕΩΣ	[750, 869, 859, 880]
headline: ΑΠΕΡΡΟΦΗΘΗ ΤΟ ΕΝ ΤΡΙΤΟΝ ΤΗΣ ΠΑΡΑΓΩΓΗΣ ΚΑΠΝΟΥ ΕΙΣ ΠΕΡΙΟΧΑΣ ΚΕΝΤΡΙΚΗΣ ΚΑΙ ΔΥΤΙΚΗΣ ΜΑΚΕΔΟΝΙΑΣ	[15, 64, 379, 114]
subheadline: ΜΕΤΡΑ ΠΡΟΣ ΑΠΟΣΥΜΦΟΡΗΣΙΝ ΤΩΝ ΟΔΩΝ	[1353, 760, 1549, 785]
article-body: ΑΘΗΝΑΙ, 25.— Κατά τήν συνεδρίασιν τού διοικητικού συμβουλίου, ή όποία έπραγματοποιήθη χθές, συνεζητήθη τό ζήτημα τό όποίον άπασχολεί τούς ένδιαφερομένους. Έλήφθησαν άποφάσεις διά τήν ταχυτέραν προώθησιν τών σχετικών μέτρων καί τήν ίκανοποίησιν τών αίτημάτων, τά όποία έχουν ύποβληθή είς τό άρμόδιον ύπουργείον. Αί προτάσεις θά έξετασθούν έντός τών προσεχών ήμερών.	[635, 522, 974, 572]
headline: Ο ΚΙΝΗΜΑΤΟΓΡΑΦΟΣ ΠΑΡΗΓΚΩΝΙΣΕΝ ΕΣΧΑΤΩΣ ΤΑΣ ΘΕΑΜΑΤΙΚΑΣ ΤΑΥΡΟΜΑΧΙΑΣ ΕΙΣ ΙΣΠΑΝΙΑΝ	[1354, 1029, 1548, 1085]
divider	[14, 909, 380, 911]
article-body: ΑΘΗΝΑΙ, 25.— Κατά τήν συνεδρίασιν τού διοικητικού συμβουλίου, ή όποία έπραγματοποιήθη χθές, συνεζητήθη τό ζήτημα τό όποίον άπασχολεί τούς ένδιαφερομένους. Έλήφθησαν άποφάσεις διά τήν ταχυτέραν προώθησιν τών σχετικών μέτρων καί τήν ίκανοποίησιν τών αίτημάτων, τά όποία έχουν ύποβληθή είς τό άρμόδιον ύπουργείον. Αί προτάσεις θά έξετασθούν έντός τών προσεχών ήμερών.	[988, 1108, 1332, 1148]
article-body: Πέντε ήμέρας μετά τήν έναρξιν τών άγορών καπνού, είς κεντρικάς καί δυτικάς Μακεδονίας, άπερροφήθη τό έν τρίτον τής παραγωγής. Είς τάς περιοχάς Θεσσαλονίκης, Κατερίνης καί Βεροίας αί άγοραί συνεχίζονται μέ ίκανοποιητικόν ρυθμόν, αί δέ τιμαί κυμαίνονται είς έπίπεδα άνώτερα τών περυσινών. Αί άγοραί έγενικεύθησαν καί είς άλλας περιφερείας τής χώρας.	[14, 133, 380, 173]
section-subhead: ΤΟ ΕΠΙΣΗΜΟΝ ΕΠΙΣΚΕΨΙΣ	[1103, 467, 1216, 478]
divider	[988, 223, 1332, 224]
article-body: ΑΘΗΝΑΙ, 25.— Κατά τήν συνεδρίασιν τού διοικητικού συμβουλίου, ή όποία έπραγματοποιήθη χθές, συνεζητήθη τό ζήτημα τό όποίον άπασχολεί τούς ένδιαφερομένους. Έλήφθησαν άποφάσεις διά τήν ταχυτέραν προώθησιν τών σχετικών μέτρων καί τήν ίκανοποίησιν τών αίτημάτων, τά όποία έχουν ύποβληθή είς τό άρμόδιον ύπουργείον. Αί προτάσεις θά έξετασθούν έντός τών προσεχών ήμερών.	[635, 1402, 974, 1452]
article-body: ΑΘΗΝΑΙ, 25.— Κατά τήν συνεδρίασιν τού διοικητικού συμβουλίου, ή όποία έπραγματοποιήθη χθές, συνεζητήθη τό ζήτημα τό όποίον άπασχολεί τούς ένδιαφερομένους. Έλήφθησαν άποφάσεις διά τήν ταχυτέραν προώθησιν τών σχετικών μέτρων καί τήν ίκανοποίησιν τών αίτημάτων, τά όποία έχουν ύποβληθή είς τό άρμόδιον ύπουργείον. Αί προτάσεις θά έξετασθούν έντός τών προσεχών ήμερών.	[14, 1134, 380, 1174]
headline: ΛΙΑΝ ΣΗΜΑΝΤΙΚΑΣ ΔΥΣΧΕΡΕΙΑΣ ΠΑΡΟΥΣΙΑΖΕΙ ΤΟ ΚΥΚΛΟΦΟΡΙΑΚΟΝ ΠΡΟΒΛΗΜΑ ΕΙΣ ΑΓΓΛΙΑΝ	[1348, 702, 1555, 757]
headline: Ο Κ. ΜΑΝΩΛΟΠΟΥΛΟΣ ΜΕΤΑΒΑΙΝΕΙ ΣΗΜΕΡΟΝ ΕΙΣ ΤΗΝ ΚΑΒΑΛΑΝ	[417, 704, 598, 728]
subheadline: ΤΕΤΑΡΤΗ ΠΡΟΣΠΑΘΕΙΑ ΔΙΑ ΤΟ "ΑΠΟΛΛΩΝ"	[1370, 110, 1533, 134]
article-body: ΑΘΗΝΑΙ, 25.— Κατά τήν συνεδρίασιν τού διοικητικού συμβουλίου, ή όποία έπραγματοποιήθη χθές, συνεζητήθη τό ζήτημα τό όποίον άπασχολεί τούς ένδιαφερομένους. Έλήφθησαν άποφάσεις διά τήν ταχυτέραν προώθησιν τών σχετικών μέτρων καί τήν ίκανοποίησιν τών αίτημάτων, τά όποία έχουν ύποβληθή είς τό άρμόδιον ύπουργείον. Αί προτάσεις θά έξετασθούν έντός τών προσεχών ήμερών.	[14, 286, 380, 327]
headline: Ο Κ. ΜΑΚ ΝΟΤΟΝ ΜΕΤΕΒΗ ΕΙΣ ΤΗΝ ΑΓΚΥΡΑΝ ΠΡΟΣ ΔΙΕΞΑΓΩΓΗΝ ΚΑΙ ΕΚΕΙ ΣΥΝΟΜΙΛΙΩΝ	[650, 1090, 959, 1119]
headline: ΑΡΧΑΣ ΑΥΓΟΥΣΤΟΥ ΘΑ ΔΟΘΗ ΕΙΣ ΚΥΚΛΟΦΟΡΙΑΝ Η ΕΘΝΙΚΗ ΟΔΟΣ ΛΑΜΙΑΣ — ΑΛΜΥΡΟΥ	[1005, 66, 1314, 94]
article-body: ΑΘΗΝΑΙ, 25.— Κατά τήν συνεδρίασιν τού διοικητικού συμβουλίου, ή όποία έπραγματοποιήθη χθές, συνεζητήθη τό ζήτημα τό όποίον άπασχολεί τούς ένδιαφερομένους. Έλήφθησαν άποφάσεις διά τήν ταχυτέραν προώθησιν τών σχετικών μέτρων καί τήν ίκανοποίησιν τών αίτημάτων, τά όποία έχουν ύποβληθή είς τό άρμόδιον ύπουργείον. Αί προτάσεις θά έξετασθούν έντός τών προσεχών ήμερών.	[14, 820, 380, 860]
article-body: ΑΘΗΝΑΙ, 25.— Κατά τήν συνεδρίασιν τού διοικητικού συμβουλίου, ή όποία έπραγματοποιήθη χθές, συνεζητήθη τό ζήτημα τό όποίον άπασχολεί τούς ένδιαφερομένους. Έλήφθησαν άποφάσεις διά τήν ταχυτέραν προώθησιν τών σχετικών μέτρων καί τήν ίκανοποίησιν τών αίτημάτων, τά όποία έχουν ύποβληθή είς τό άρμόδιον ύπουργείον. Αί προτάσεις θά έξετασθούν έντός τών προσεχών ήμερών.	[14, 653, 380, 693]
section-subhead: ΕΙΣ ΤΗΝ ΚΟΖΑΝΗΝ	[157, 274, 237, 285]
article-body: ΑΘΗΝΑΙ, 25.— Κατά τήν συνεδρίασιν τού διοικητικού συμβουλίου, ή όποία έπραγματοποιήθη χθές, συνεζητήθη τό ζήτημα τό όποίον άπασχολεί τούς ένδιαφερομένους. Έλήφθησαν άποφάσεις διά τήν ταχυτέραν προώθησιν τών σχετικών μέτρων καί τήν ίκανοποίησιν τών αίτημάτων, τά όποία έχουν ύποβληθή είς τό άρμόδιον ύπουργείον. Αί προτάσεις θά έξετασθούν έντός τών προσεχών ήμερών.	[1346, 934, 1557, 1003]
article-body: ΑΘΗΝΑΙ, 25.— Κατά τήν συνεδρίασιν τού διοικητικού συμβουλίου, ή όποία έπραγματοποιήθη χθές, συνεζητήθη τό ζήτημα τό όποίον άπασχολεί τούς ένδιαφερομένους. Έλήφθησαν άποφάσεις διά τήν ταχυτέραν προώθησιν τών σχετικών μέτρων καί τήν ίκανοποίησιν τών αίτημάτων, τά όποία έχουν ύποβληθή είς τό άρμόδιον ύπουργείον. Αί προτάσεις θά έξετασθούν έντός τών προσεχών ήμερών.	[1346, 376, 1557, 446]
column-rule	[386, 61, 387, 2324]
headline: ΚΑΝΟΝΙΚΗ Η ΔΙΑΒΙΩΣΙΣ ΤΩΝ ΔΥΟ ΣΚΥΛΩΝ ΕΙΣ ΤΟΝ ΡΩΣΣΙΚΟΝ ΔΟΡΥΦΟΡΟΝ "ΚΟΣΜΟΣ"	[1351, 66, 1551, 108]
headline: ΝΕΟΣ ΑΝΤΕΙΣΑΓΓΕΛΕΥΣ ΤΩΝ ΕΦΕΤΩΝ	[1045, 885, 1275, 901]
rate-row: Μεξικό 258.00	[399, 261, 616, 271]
divider	[988, 524, 1332, 525]
article-body: ΑΘΗΝΑΙ, 25.— Κατά τήν συνεδρίασιν τού διοικητικού συμβουλίου, ή όποία έπραγματοποιήθη χθές, συνεζητήθη τό ζήτημα τό όποίον άπασχολεί τούς ένδιαφερομένους. Έλήφθησαν άποφάσεις διά τήν ταχυτέραν προώθησιν τών σχετικών μέτρων καί τήν ίκανοποίησιν τών αίτημάτων, τά όποία έχουν ύποβληθή είς τό άρμόδιον ύπουργείον. Αί προτάσεις θά έξετασθούν έντός τών προσεχών ήμερών.	[14, 1057, 380, 1097]
article-body: ΑΘΗΝΑΙ, 25.— Κατά τήν συνεδρίασιν τού διοικητικού συμβουλίου, ή όποία έπραγματοποιήθη χθές, συνεζητήθη τό ζήτημα τό όποίον άπασχολεί τούς ένδιαφερομένους. Έλήφθησαν άποφάσεις διά τήν ταχυτέραν προώθησιν τών σχετικών μέτρων καί τήν ίκανοποίησιν τών αίτημάτων, τά όποία έχουν ύποβληθή είς τό άρμόδιον ύπουργείον. Αί προτάσεις θά έξετασθούν έντός τών προσεχών ήμερών.	[988, 684, 1332, 724]
article-body: ΑΘΗΝΑΙ, 25.— Κατά τήν συνεδρίασιν τού διοικητικού συμβουλίου, ή όποία έπραγματοποιήθη χθές, συνεζητήθη τό ζήτημα τό όποίον άπασχολεί τούς ένδιαφερομένους. Έλήφθησαν άποφάσεις διά τήν ταχυτέραν προώθησιν τών σχετικών μέτρων καί τήν ίκανοποίησιν τών αίτημάτων, τά όποία έχουν ύποβληθή είς τό άρμόδιον ύπουργείον. Αί προτάσεις θά έξετασθούν έντός τών προσεχών ήμερών.	[394, 1244, 621, 1314]
subheadline: ΕΓΕΝΙΚΕΥΘΗΣΑΝ ΑΙ ΑΓΟΡΑΙ ΕΙΣ ΑΛΛΑΣ ΠΕΡΙΦΕΡΕΙΑΣ	[56, 118, 338, 130]
gold-prices-table	[394, 207, 621, 285]
article-body: ΑΘΗΝΑΙ, 25.— Κατά τήν συνεδρίασιν τού διοικητικού συμβουλίου, ή όποία έπραγματοποιήθη χθές, συνεζητήθη τό ζήτημα τό όποίον άπασχολεί τούς ένδιαφερομένους. Έλήφθησαν άποφάσεις διά τήν ταχυτέραν προώθησιν τών σχετικών μέτρων καί τήν ίκανοποίησιν τών αίτημάτων, τά όποία έχουν ύποβληθή είς τό άρμόδιον ύπουργείον. Αί προτάσεις θά έξετασθούν έντός τών προσεχών ήμερών.	[635, 363, 974, 413]
headline: ΕΠΙΔΗΞΙΝ ΕΙΣ ΙΑΤΡΟΝ ΤΗΝ... ΠΡΟΙΚΑ ΤΗΣ ΑΔΕΛΦΗΣ ΤΟΥ	[991, 598, 1329, 613]
divider	[988, 660, 1332, 661]
article-body: ΑΘΗΝΑΙ, 25.— Κατά τήν συνεδρίασιν τού διοικητικού συμβουλίου, ή όποία έπραγματοποιήθη χθές, συνεζητήθη τό ζήτημα τό όποίον άπασχολεί τούς ένδιαφερομένους. Έλήφθησαν άποφάσεις διά τήν ταχυτέραν προώθησιν τών σχετικών μέτρων καί τήν ίκανοποίησιν τών αίτημάτων, τά όποία έχουν ύποβληθή είς τό άρμόδιον ύπουργείον. Αί προτάσεις θά έξετασθούν έντός τών προσεχών ήμερών.	[394, 97, 621, 167]
article-body: ΑΘΗΝΑΙ, 25.— Κατά τήν συνεδρίασιν τού διοικητικού συμβουλίου, ή όποία έπραγματοποιήθη χθές, συνεζητήθη τό ζήτημα τό όποίον άπασχολεί τούς ένδιαφερομένους. Έλήφθησαν άποφάσεις διά τήν ταχυτέραν προώθησιν τών σχετικών μέτρων καί τήν ίκανοποίησιν τών αίτημάτων, τά όποία έχουν ύποβληθή είς τό άρμόδιον ύπουργείον. Αί προτάσεις θά έξετασθούν έντός τών προσεχών ήμερών.	[1346, 1087, 1557, 1157]
rate-row: Ναπολεόντεια 200.00	[399, 230, 616, 241]
divider	[988, 305, 1332, 306]
article-body: ΑΘΗΝΑΙ, 25.— Κατά τήν συνεδρίασιν τού διοικητικού συμβουλίου, ή όποία έπραγματοποιήθη χθές, συνεζητήθη τό ζήτημα τό όποίον άπασχολεί τούς ένδιαφερομένους. Έλήφθησαν άποφάσεις διά τήν ταχυτέραν προώθησιν τών σχετικών μέτρων καί τήν ίκανοποίησιν τών αίτημάτων, τά όποία έχουν ύποβληθή είς τό άρμόδιον ύπουργείον. Αί προτάσεις θά έξετασθούν έντός τών προσεχών ήμερών.	[635, 1263, 974, 1313]
headline: ΤΑ ΒΡΑΒΕΥΘΕΝΤΑ ΚΑΡΝΑΒΑΛΙΑ ΤΗΣ ΝΑΟΥΣΗΣ	[1017, 529, 1302, 545]
headline: ΙΣΧΥΡΟΣ ΣΕΙΣΜΟΣ ΕΙΣ ΤΟ ΗΡΑΚΛΕΙΟΝ	[1046, 1021, 1274, 1037]
rate-row: Έλβετικόν 190.00	[399, 240, 616, 251]
article-body: ΑΘΗΝΑΙ, 25.— Κατά τήν συνεδρίασιν τού διοικητικού συμβουλίου, ή όποία έπραγματοποιήθη χθές, συνεζητήθη τό ζήτημα τό όποίον άπασχολεί τούς ένδιαφερομένους. Έλήφθησαν άποφάσεις διά τήν ταχυτέραν προώθησιν τών σχετικών μέτρων καί τήν ίκανοποίησιν τών αίτημάτων, τά όποία έχουν ύποβληθή είς τό άρμόδιον ύπουργείον. Αί προτάσεις θά έξετασθούν έντός τών προσεχών ήμερών.	[635, 188, 974, 238]
article-body: ΑΘΗΝΑΙ, 25.— Κατά τήν συνεδρίασιν τού διοικητικού συμβουλίου, ή όποία έπραγματοποιήθη χθές, συνεζητήθη τό ζήτημα τό όποίον άπασχολεί τούς ένδιαφερομένους. Έλήφθησαν άποφάσεις διά τήν ταχυτέραν προώθησιν τών σχετικών μέτρων καί τήν ίκανοποίησιν τών αίτημάτων, τά όποία έχουν ύποβληθή είς τό άρμόδιον ύπουργείον. Αί προτάσεις θά έξετασθούν έντός τών προσεχών ήμερών.	[635, 576, 974, 626]
divider	[394, 375, 621, 377]
article-body: ΑΘΗΝΑΙ, 25.— Κατά τήν συνεδρίασιν τού διοικητικού συμβουλίου, ή όποία έπραγματοποιήθη χθές, συνεζητήθη τό ζήτημα τό όποίον άπασχολεί τούς ένδιαφερομένους. Έλήφθησαν άποφάσεις διά τήν ταχυτέραν προώθησιν τών σχετικών μέτρων καί τήν ίκανοποίησιν τών αίτημάτων, τά όποία έχουν ύποβληθή είς τό άρμόδιον ύπουργείον. Αί προτάσεις θά έξετασθούν έντός τών προσεχών ήμερών.	[988, 1040, 1332, 1080]
headline: Η ΓΑΛΛΙΑ ΕΠΕΒΑΛΕ ΤΑΣ ΑΠΟΨΕΙΣ ΤΗΣ ΕΠΙ ΤΗΣ ΕΥΡΩΠΑΪΚΗΣ ΚΟΙΝΗΣ ΑΓΟΡΑΣ	[1347, 304, 1556, 346]
headline: ΚΑΤΑΔΙΚΗ ΧΩΡΙΚΟΥ ΔΙ' ΑΦΑΝΙΣΜΟΝ ΚΑΙ ΑΜΕΛΕΙΑΣ	[1005, 816, 1314, 832]
article-body: ΑΘΗΝΑΙ, 25.— Κατά τήν συνεδρίασιν τού διοικητικού συμβουλίου, ή όποία έπραγματοποιήθη χθές, συνεζητήθη τό ζήτημα τό όποίον άπασχολεί τούς ένδιαφερομένους. Έλήφθησαν άποφάσεις διά τήν ταχυτέραν προώθησιν τών σχετικών μέτρων καί τήν ίκανοποίησιν τών αίτημάτων, τά όποία έχουν ύποβληθή είς τό άρμόδιον ύπουργείον. Αί προτάσεις θά έξετασθούν έντός τών προσεχών ήμερών.	[635, 1349, 974, 1399]
divider	[635, 778, 974, 780]
article-body: ΑΘΗΝΑΙ, 25.— Κατά τήν συνεδρίασιν τού διοικητικού συμβουλίου, ή όποία έπραγματοποιήθη χθές, συνεζητήθη τό ζήτημα τό όποίον άπασχολεί τούς ένδιαφερομένους. Έλήφθησαν άποφάσεις διά τήν ταχυτέραν προώθησιν τών σχετικών μέτρων καί τήν ίκανοποίησιν τών αίτημάτων, τά όποία έχουν ύποβληθή είς τό άρμόδιον ύπουργείον. Αί προτάσεις θά έξετασθούν έντός τών προσεχών ήμερών.	[1346, 222, 1557, 292]
section-subhead: ΝΕΚΡΟΣ ΕΙΣ ΑΘΗΝΑΣ	[150, 991, 244, 1001]
divider	[635, 937, 974, 939]
column-rule	[627, 61, 628, 2324]
article-body: ΑΘΗΝΑΙ, 25.— Κατά τήν συνεδρίασιν τού διοικητικού συμβουλίου, ή όποία έπραγματοποιήθη χθές, συνεζητήθη τό ζήτημα τό όποίον άπασχολεί τούς ένδιαφερομένους. Έλήφθησαν άποφάσεις διά τήν ταχυτέραν προώθησιν τών σχετικών μέτρων καί τήν ίκανοποίησιν τών αίτημάτων, τά όποία έχουν ύποβληθή είς τό άρμόδιον ύπουργείον. Αί προτάσεις θά έξετασθούν έντός τών προσεχών ήμερών.	[635, 669, 974, 719]
column-2	[388, 61, 627, 2324]
article-body: ΑΘΗΝΑΙ, 25.— Κατά τήν συνεδρίασιν τού διοικητικού συμβουλίου, ή όποία έπραγματοποιήθη χθές, συνεζητήθη τό ζήτημα τό όποίον άπασχολεί τούς ένδιαφερομένους. Έλήφθησαν άποφάσεις διά τήν ταχυτέραν προώθησιν τών σχετικών μέτρων καί τήν ίκανοποίησιν τών αίτημάτων, τά όποία έχουν ύποβληθή είς τό άρμόδιον ύπουργείον. Αί προτάσεις θά έξετασθούν έντός τών προσεχών ήμερών.	[394, 624, 621, 694]
divider	[988, 948, 1332, 949]
article-body: ΑΘΗΝΑΙ, 25.— Κατά τήν συνεδρίασιν τού διοικητικού συμβουλίου, ή όποία έπραγματοποιήθη χθές, συνεζητήθη τό ζήτημα τό όποίον άπασχολεί τούς ένδιαφερομένους. Έλήφθησαν άποφάσεις διά τήν ταχυτέραν προώθησιν τών σχετικών μέτρων καί τήν ίκανοποίησιν τών αίτημάτων, τά όποία έχουν ύποβληθή είς τό άρμόδιον ύπουργείον. Αί προτάσεις θά έξετασθούν έντός τών προσεχών ήμερών.	[14, 342, 380, 382]
rate-row: Ισάκειος κοπής 290.50	[399, 220, 616, 231]
divider	[394, 591, 621, 592]
article-body: ΑΘΗΝΑΙ, 25.— Κατά τήν συνεδρίασιν τού διοικητικού συμβουλίου, ή όποία έπραγματοποιήθη χθές, συνεζητήθη τό ζήτημα τό όποίον άπασχολεί τούς ένδιαφερομένους. Έλήφθησαν άποφάσεις διά τήν ταχυτέραν προώθησιν τών σχετικών μέτρων καί τήν ίκανοποίησιν τών αίτημάτων, τά όποία έχουν ύποβληθή είς τό άρμόδιον ύπουργείον. Αί προτάσεις θά έξετασθούν έντός τών προσεχών ήμερών.	[635, 975, 974, 1025]
headline: ΥΠΕΒΛΗΘΗ Η ΕΚΘΕΣΙΣ ΑΠΟ ΤΟΥ ΕΛΕΓΧΟΥ ΕΙΣ ΤΗΝ ΔΕΗ ΕΝ ΟΨΕΙ ΤΟΥ ΕΚΔΟΘΗΣΟΜΕΝΟΥ ΟΜΟΛΟΓΙΑΚΟΥ ΔΑΝΕΙΟΥ	[19, 577, 375, 607]
divider	[988, 141, 1332, 142]
headline: ΣΕΜΙΝΑΡΙΟΝ ΤΟΥ ΕΛ.ΚΕ.ΠΑ. ΔΙΑ ΣΤΕΛΕΧΗ ΤΡΑΠΕΖΩΝ	[401, 1324, 614, 1348]
article-body: ΑΘΗΝΑΙ, 25.— Κατά τήν συνεδρίασιν τού διοικητικού συμβουλίου, ή όποία έπραγματοποιήθη χθές, συνεζητήθη τό ζήτημα τό όποίον άπασχολεί τούς ένδιαφερομένους. Έλήφθησαν άποφάσεις διά τήν ταχυτέραν προώθησιν τών σχετικών μέτρων καί τήν ίκανοποίησιν τών αίτημάτων, τά όποία έχουν ύποβληθή είς τό άρμόδιον ύπουργείον. Αί προτάσεις θά έξετασθούν έντός τών προσεχών ήμερών.	[394, 516, 621, 587]
column-1	[8, 59, 386, 2322]
headline: ΔΥΟ ΝΕΚΡΟΙ ΚΑΙ ΔΕΚΑ ΠΕΝΤΕ ΤΡΑΥΜΑΤΙΑΙ ΣΥΝΕΠΕΙΑ ΔΙΑΦΟΡΩΝ ΤΡΟΧΑΙΩΝ ΑΤΥΧΗΜΑΤΩΝ	[35, 915, 359, 945]
headline: Ο ΓΛΥΤΗΣ ΜΗΝΟΠΟΥΛΟΣ ΕΙΣ ΤΟ ΣΥΝΕΔΡΙΟΝ ΠΛΑΣΤΙΚΩΝ ΤΕΧΝΩΝ	[396, 906, 619, 931]
headline: ΜΙΚΡΑΙ ΕΙΔΗΣΕΙΣ ΕΞ ΑΘΗΝΩΝ	[672, 1325, 937, 1346]
article-body: ΑΘΗΝΑΙ, 25.— Κατά τήν συνεδρίασιν τού διοικητικού συμβουλίου, ή όποία έπραγματοποιήθη χθές, συνεζητήθη τό ζήτημα τό όποίον άπασχολεί τούς ένδιαφερομένους. Έλήφθησαν άποφάσεις διά τήν ταχυτέραν προώθησιν τών σχετικών μέτρων καί τήν ίκανοποίησιν τών αίτημάτων, τά όποία έχουν ύποβληθή είς τό άρμόδιον ύπουργείον. Αί προτάσεις θά έξετασθούν έντός τών προσεχών ήμερών.	[1346, 137, 1557, 208]
article-body: ΑΘΗΝΑΙ, 25.— Κατά τήν συνεδρίασιν τού διοικητικού συμβουλίου, ή όποία έπραγματοποιήθη χθές, συνεζητήθη τό ζήτημα τό όποίον άπασχολεί τούς ένδιαφερομένους. Έλήφθησαν άποφάσεις διά τήν ταχυτέραν προώθησιν τών σχετικών μέτρων καί τήν ίκανοποίησιν τών αίτημάτων, τά όποία έχουν ύποβληθή είς τό άρμόδιον ύπουργείον. Αί προτάσεις θά έξετασθούν έντός τών προσεχών ήμερών.	[635, 1198, 974, 1248]
article-body: ΑΘΗΝΑΙ, 25.— Κατά τήν συνεδρίασιν τού διοικητικού συμβουλίου, ή όποία έπραγματοποιήθη χθές, συνεζητήθη τό ζήτημα τό όποίον άπασχολεί τούς ένδιαφερομένους. Έλήφθησαν άποφάσεις διά τήν ταχυτέραν προώθησιν τών σχετικών μέτρων καί τήν ίκανοποίησιν τών αίτημάτων, τά όποία έχουν ύποβληθή είς τό άρμόδιον ύπουργείον. Αί προτάσεις θά έξετασθούν έντός τών προσεχών ήμερών.	[394, 1148, 621, 1218]
column-rule	[980, 61, 981, 2324]
